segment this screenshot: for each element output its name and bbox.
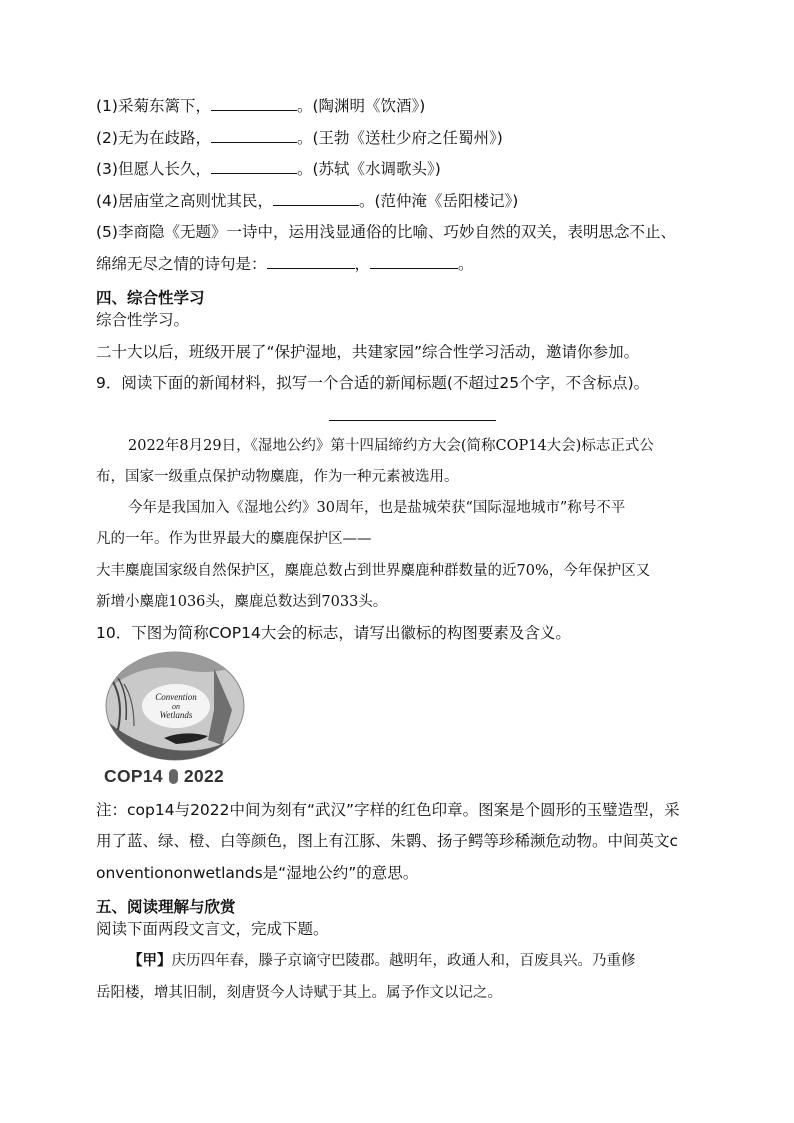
passage-jia-text: 庆历四年春，滕子京谪守巴陵郡。越明年，政通人和，百废具兴。乃重修 <box>171 953 636 969</box>
question-10: 10．下图为简称COP14大会的标志，请写出徽标的构图要素及含义。 <box>96 624 571 642</box>
answer-blank[interactable] <box>211 96 297 111</box>
fill-item-text: (3)但愿人长久， <box>96 160 211 178</box>
note-line-3: onventiononwetlands是“湿地公约”的意思。 <box>96 864 419 882</box>
section-5-intro: 阅读下面两段文言文，完成下题。 <box>96 920 329 938</box>
section-4-intro: 二十大以后，班级开展了“保护湿地，共建家园”综合性学习活动，邀请你参加。 <box>96 343 640 361</box>
news-line-4: 凡的一年。作为世界最大的麋鹿保护区—— <box>96 531 372 547</box>
passage-jia-line-2: 岳阳楼，增其旧制，刻唐贤今人诗赋于其上。属予作文以记之。 <box>96 985 502 1001</box>
note-line-2: 用了蓝、绿、橙、白等颜色，图上有江豚、朱鹮、扬子鳄等珍稀濒危动物。中间英文c <box>96 832 679 850</box>
logo-text-wetlands: Wetlands <box>159 710 193 720</box>
question-9: 9．阅读下面的新闻材料，拟写一个合适的新闻标题(不超过25个字，不含标点)。 <box>96 374 650 392</box>
period: 。 <box>458 255 474 273</box>
answer-blank[interactable] <box>273 191 359 206</box>
fill-item-4 <box>96 191 518 211</box>
passage-jia-label: 【甲】 <box>128 952 172 969</box>
fill-item-source: 。(陶渊明《饮酒》) <box>296 97 426 115</box>
fill-item-source: 。(苏轼《水调歌头》) <box>296 160 441 178</box>
fill-item-1 <box>96 96 425 116</box>
fill-item-5-line1: (5)李商隐《无题》一诗中，运用浅显通俗的比喻、巧妙自然的双关，表明思念不止、 <box>96 223 676 241</box>
fill-item-text: (2)无为在歧路， <box>96 129 211 147</box>
logo-text-convention: Convention <box>155 692 197 702</box>
fill-item-text: 绵绵无尽之情的诗句是： <box>96 255 267 273</box>
answer-blank[interactable] <box>267 254 355 269</box>
news-line-3: 今年是我国加入《湿地公约》30周年，也是盐城荣获“国际湿地城市”称号不平 <box>128 500 626 516</box>
fill-item-5-line2 <box>96 254 474 274</box>
logo-caption <box>104 766 224 787</box>
answer-blank[interactable] <box>370 254 458 269</box>
answer-blank[interactable] <box>211 159 297 174</box>
section-4-subtitle: 综合性学习。 <box>96 311 190 329</box>
logo-caption-cop14: COP14 <box>104 766 163 786</box>
fill-item-source: 。(王勃《送杜少府之任蜀州》) <box>296 129 503 147</box>
section-4-heading: 四、综合性学习 <box>96 289 205 307</box>
news-line-5: 大丰麋鹿国家级自然保护区，麋鹿总数占到世界麋鹿种群数量的近70%，今年保护区又 <box>96 563 651 579</box>
wuhan-seal-icon <box>169 769 178 784</box>
fill-item-3 <box>96 159 441 179</box>
news-line-6: 新增小麋鹿1036头，麋鹿总数达到7033头。 <box>96 594 388 610</box>
fill-item-text: (1)采菊东篱下， <box>96 97 211 115</box>
news-line-1: 2022年8月29日，《湿地公约》第十四届缔约方大会(简称COP14大会)标志正式公 <box>128 438 654 454</box>
headline-answer-line[interactable] <box>329 420 496 421</box>
fill-item-2 <box>96 128 503 148</box>
logo-text-on: on <box>172 702 180 711</box>
passage-jia-line-1 <box>128 951 636 971</box>
answer-blank[interactable] <box>211 128 297 143</box>
fill-item-source: 。(范仲淹《岳阳楼记》) <box>358 192 519 210</box>
comma: ， <box>354 255 371 273</box>
logo-caption-year: 2022 <box>183 766 225 786</box>
news-line-2: 布，国家一级重点保护动物麋鹿，作为一种元素被选用。 <box>96 469 459 485</box>
note-line-1: 注：cop14与2022中间为刻有“武汉”字样的红色印章。图案是个圆形的玉璧造型，采 <box>96 801 680 819</box>
section-5-heading: 五、阅读理解与欣赏 <box>96 898 236 916</box>
fill-item-text: (4)居庙堂之高则忧其民， <box>96 192 273 210</box>
